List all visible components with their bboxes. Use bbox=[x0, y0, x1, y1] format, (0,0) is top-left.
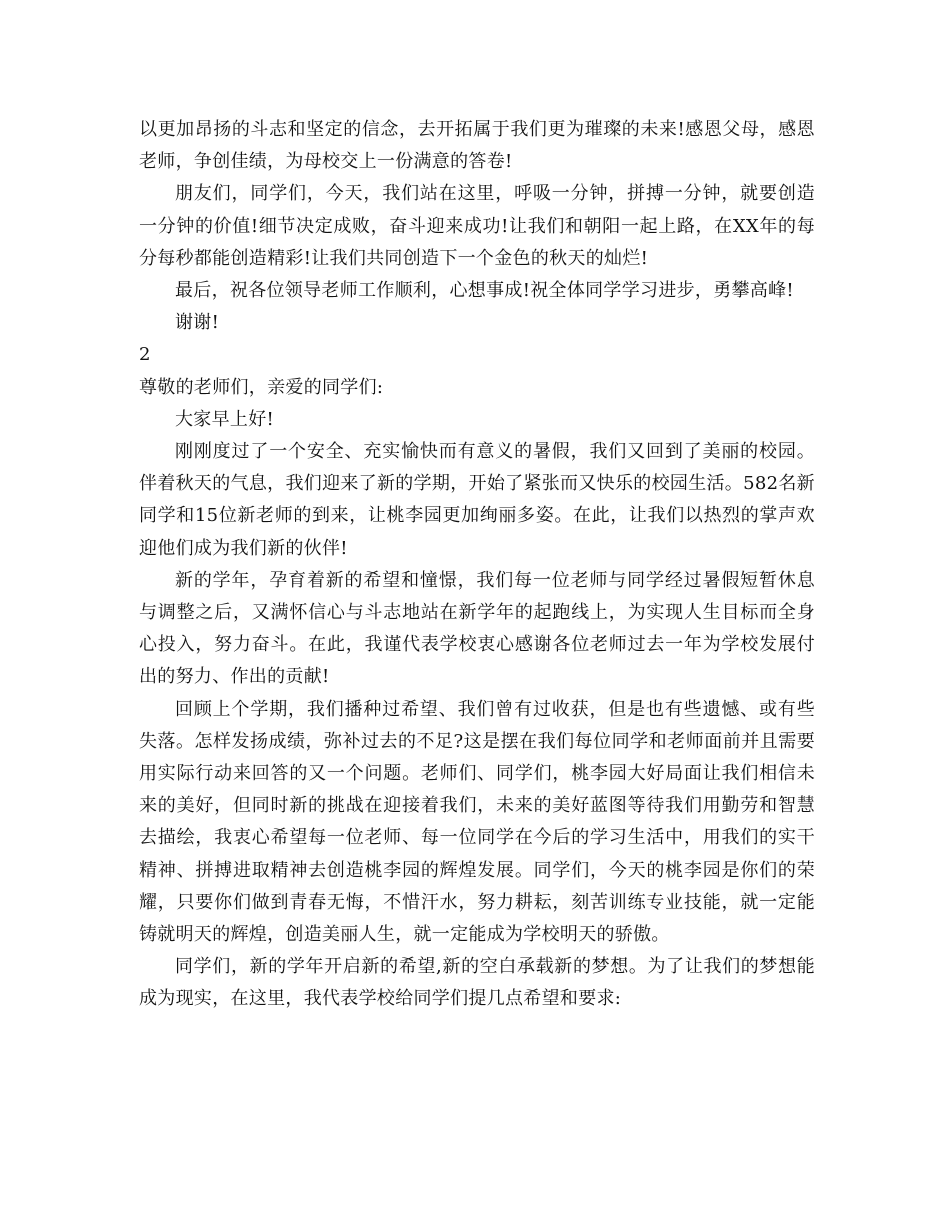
document-body bbox=[139, 114, 815, 1016]
paragraph-continuation: 以更加昂扬的斗志和坚定的信念，去开拓属于我们更为璀璨的未来!感恩父母，感恩老师，争创佳绩，为母校交上一份满意的答卷! bbox=[139, 119, 815, 173]
paragraph-wishes: 最后，祝各位领导老师工作顺利，心想事成!祝全体同学学习进步，勇攀高峰! bbox=[175, 280, 794, 302]
paragraph-new-semester: 刚刚度过了一个安全、充实愉快而有意义的暑假，我们又回到了美丽的校园。伴着秋天的气息，我们迎来了新的学期，开始了紧张而又快乐的校园生活。582名新同学和15位新老师的到来，让桃李园更加绚丽多姿。在此，让我们以热烈的掌声欢迎他们成为我们新的伙伴! bbox=[139, 441, 815, 559]
paragraph-thanks: 谢谢! bbox=[175, 312, 220, 334]
section-number: 2 bbox=[139, 344, 151, 366]
greeting: 大家早上好! bbox=[175, 408, 275, 430]
paragraph-friends: 朋友们，同学们，今天，我们站在这里，呼吸一分钟，拼搏一分钟，就要创造一分钟的价值!细节决定成败，奋斗迎来成功!让我们和朝阳一起上路，在XX年的每分每秒都能创造精彩!让我们共同创造下一个金色的秋天的灿烂! bbox=[139, 183, 815, 269]
paragraph-new-year: 新的学年，孕育着新的希望和憧憬，我们每一位老师与同学经过暑假短暂休息与调整之后，又满怀信心与斗志地站在新学年的起跑线上，为实现人生目标而全身心投入，努力奋斗。在此，我谨代表学校衷心感谢各位老师过去一年为学校发展付出的努力、作出的贡献! bbox=[139, 569, 815, 688]
paragraph-review: 回顾上个学期，我们播种过希望、我们曾有过收获，但是也有些遗憾、或有些失落。怎样发扬成绩，弥补过去的不足?这是摆在我们每位同学和老师面前并且需要用实际行动来回答的又一个问题。老师们、同学们，桃李园大好局面让我们相信未来的美好，但同时新的挑战在迎接着我们，未来的美好蓝图等待我们用勤劳和智慧去描绘，我衷心希望每一位老师、每一位同学在今后的学习生活中，用我们的实干精神、拼搏进取精神去创造桃李园的辉煌发展。同学们，今天的桃李园是你们的荣耀，只要你们做到青春无悔，不惜汗水，努力耕耘，刻苦训练专业技能，就一定能铸就明天的辉煌，创造美丽人生，就一定能成为学校明天的骄傲。 bbox=[139, 698, 815, 946]
salutation: 尊敬的老师们，亲爱的同学们: bbox=[139, 376, 384, 398]
paragraph-requirements: 同学们，新的学年开启新的希望,新的空白承载新的梦想。为了让我们的梦想能成为现实，在这里，我代表学校给同学们提几点希望和要求: bbox=[139, 956, 815, 1010]
